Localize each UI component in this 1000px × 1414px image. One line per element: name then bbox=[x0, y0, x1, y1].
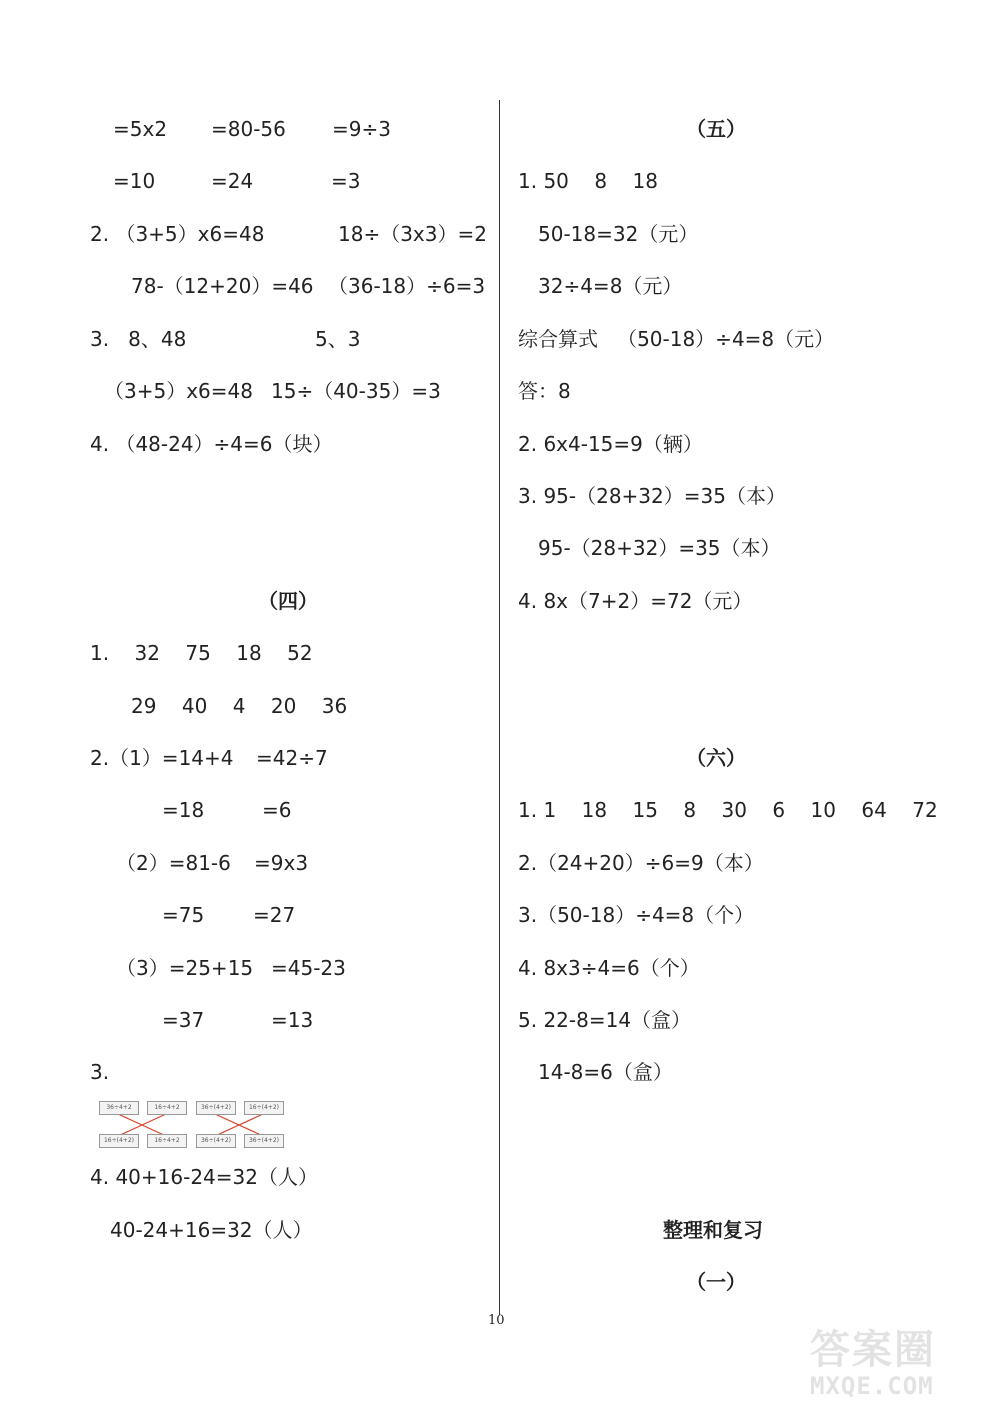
answer-text: =18 bbox=[162, 798, 205, 822]
answer-text: 5、3 bbox=[315, 327, 361, 351]
answer-text: 4. 40+16-24=32（人） bbox=[90, 1165, 318, 1189]
watermark-logo-text: 答案圈 bbox=[810, 1327, 936, 1373]
section-title: 整理和复习 bbox=[663, 1218, 763, 1242]
answer-text: =5x2 bbox=[113, 117, 168, 141]
answer-text: 2. 6x4-15=9（辆） bbox=[518, 432, 703, 456]
page-number: 10 bbox=[488, 1313, 505, 1328]
answer-text: 3. 95-（28+32）=35（本） bbox=[518, 484, 786, 508]
answer-text: 2. （3+5）x6=48 bbox=[90, 222, 265, 246]
answer-text: =42÷7 bbox=[256, 746, 328, 770]
answer-text: （3）=25+15 bbox=[116, 956, 254, 980]
answer-text: =3 bbox=[331, 169, 361, 193]
answer-text: 综合算式 （50-18）÷4=8（元） bbox=[518, 327, 835, 351]
answer-text: 1. 32 75 18 52 bbox=[90, 641, 313, 665]
answer-text: 18÷（3x3）=2 bbox=[338, 222, 487, 246]
answer-text: 32÷4=8（元） bbox=[538, 274, 683, 298]
answer-text: 3. bbox=[90, 1060, 110, 1084]
answer-text: 3. 8、48 bbox=[90, 327, 187, 351]
answer-text: =75 bbox=[162, 903, 205, 927]
answer-text: （36-18）÷6=3 bbox=[328, 274, 486, 298]
section-title: （六） bbox=[686, 746, 746, 770]
answer-text: =13 bbox=[271, 1008, 314, 1032]
expression-box: 16÷(4+2) bbox=[99, 1134, 139, 1148]
answer-text: 14-8=6（盒） bbox=[538, 1060, 673, 1084]
answer-text: 4. 8x（7+2）=72（元） bbox=[518, 589, 753, 613]
expression-box: 16÷4+2 bbox=[147, 1101, 187, 1115]
answer-text: 50-18=32（元） bbox=[538, 222, 699, 246]
answer-text: 4. 8x3÷4=6（个） bbox=[518, 956, 700, 980]
answer-text: =6 bbox=[262, 798, 292, 822]
answer-text: 15÷（40-35）=3 bbox=[271, 379, 441, 403]
answer-text: 1. 50 8 18 bbox=[518, 169, 658, 193]
answer-text: =10 bbox=[113, 169, 156, 193]
watermark bbox=[810, 1318, 980, 1408]
answer-text: 2.（1）=14+4 bbox=[90, 746, 234, 770]
section-title: （五） bbox=[686, 117, 746, 141]
expression-box: 16÷4+2 bbox=[147, 1134, 187, 1148]
expression-box: 36÷(4+2) bbox=[196, 1134, 236, 1148]
answer-text: 3.（50-18）÷4=8（个） bbox=[518, 903, 755, 927]
answer-text: 95-（28+32）=35（本） bbox=[538, 536, 781, 560]
answer-text: =80-56 bbox=[211, 117, 286, 141]
answer-text: 2.（24+20）÷6=9（本） bbox=[518, 851, 764, 875]
answer-text: =24 bbox=[211, 169, 254, 193]
answer-text: （3+5）x6=48 bbox=[104, 379, 253, 403]
answer-text: 4. （48-24）÷4=6（块） bbox=[90, 432, 333, 456]
answer-text: =27 bbox=[253, 903, 296, 927]
answer-text: 40-24+16=32（人） bbox=[110, 1218, 313, 1242]
answer-text: 1. 1 18 15 8 30 6 10 64 72 bbox=[518, 798, 938, 822]
answer-text: （2）=81-6 bbox=[116, 851, 231, 875]
watermark-url: MXQE.COM bbox=[810, 1372, 934, 1400]
expression-box: 36÷(4+2) bbox=[196, 1101, 236, 1115]
expression-box: 36÷(4+2) bbox=[244, 1134, 284, 1148]
answer-text: =9x3 bbox=[254, 851, 309, 875]
section-title: （四） bbox=[258, 589, 318, 613]
expression-box: 16÷(4+2) bbox=[244, 1101, 284, 1115]
expression-box: 36÷4+2 bbox=[99, 1101, 139, 1115]
answer-text: =37 bbox=[162, 1008, 205, 1032]
answer-text: 5. 22-8=14（盒） bbox=[518, 1008, 692, 1032]
section-subtitle: （一） bbox=[686, 1270, 746, 1294]
answer-text: 29 40 4 20 36 bbox=[131, 694, 348, 718]
answer-text: 78-（12+20）=46 bbox=[131, 274, 314, 298]
matching-diagram bbox=[98, 1098, 288, 1150]
answer-text: 答：8 bbox=[518, 379, 571, 403]
answer-text: =9÷3 bbox=[332, 117, 391, 141]
answer-text: =45-23 bbox=[271, 956, 346, 980]
column-divider bbox=[499, 100, 500, 1315]
